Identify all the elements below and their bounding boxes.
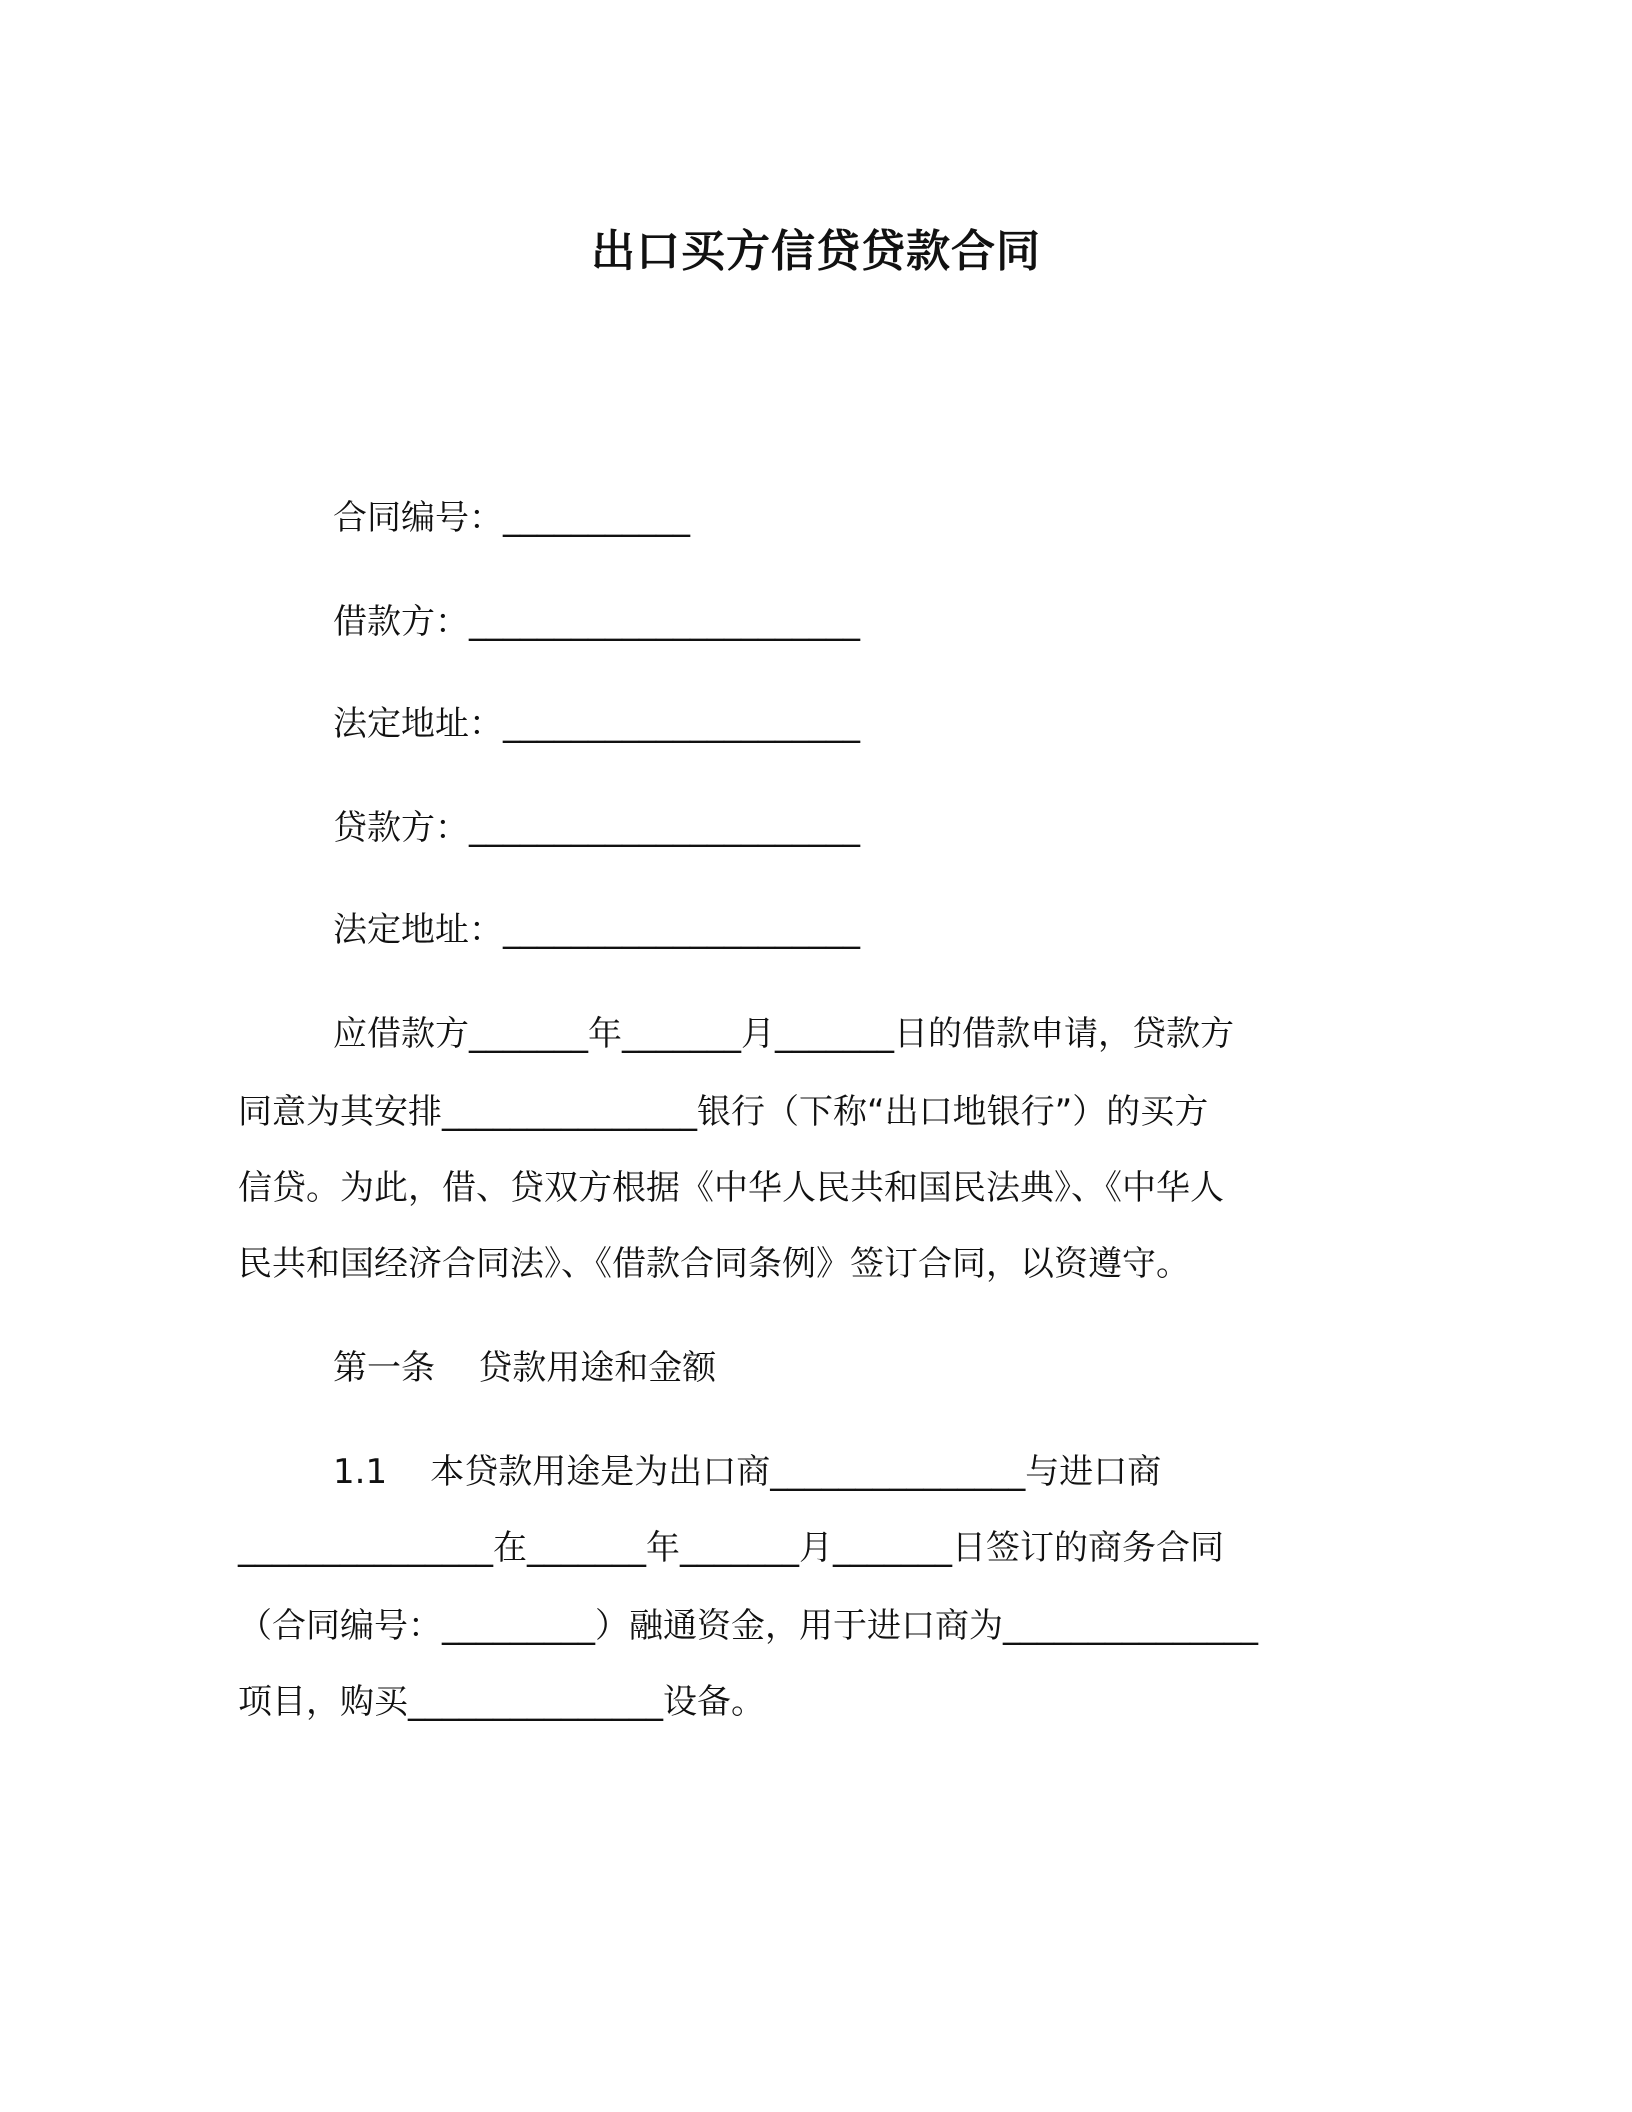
field-lender-legal-address: 法定地址：_____________________ bbox=[333, 910, 860, 950]
clause-1-1-line: 1.1 本贷款用途是为出口商_______________与进口商 bbox=[333, 1452, 1162, 1492]
article-1-heading: 第一条 贷款用途和金额 bbox=[333, 1348, 717, 1388]
field-borrower-legal-address: 法定地址：_____________________ bbox=[333, 704, 860, 744]
clause-1-1-line: _______________在_______年_______月_______日签订的商务合同 bbox=[238, 1528, 1224, 1568]
document-title: 出口买方信贷贷款合同 bbox=[591, 226, 1041, 277]
field-lender: 贷款方：_______________________ bbox=[333, 808, 860, 848]
clause-1-1-line: （合同编号：_________）融通资金，用于进口商为_______________ bbox=[238, 1606, 1258, 1646]
field-contract-number: 合同编号：___________ bbox=[333, 498, 690, 538]
preamble-line: 同意为其安排_______________银行（下称“出口地银行”）的买方 bbox=[238, 1092, 1209, 1132]
field-borrower: 借款方：_______________________ bbox=[333, 602, 860, 642]
clause-1-1-line: 项目，购买_______________设备。 bbox=[238, 1682, 765, 1722]
preamble-line: 信贷。为此，借、贷双方根据《中华人民共和国民法典》、《中华人 bbox=[238, 1168, 1224, 1208]
preamble-line: 民共和国经济合同法》、《借款合同条例》签订合同，以资遵守。 bbox=[238, 1244, 1190, 1284]
preamble-line: 应借款方_______年_______月_______日的借款申请，贷款方 bbox=[333, 1014, 1234, 1054]
